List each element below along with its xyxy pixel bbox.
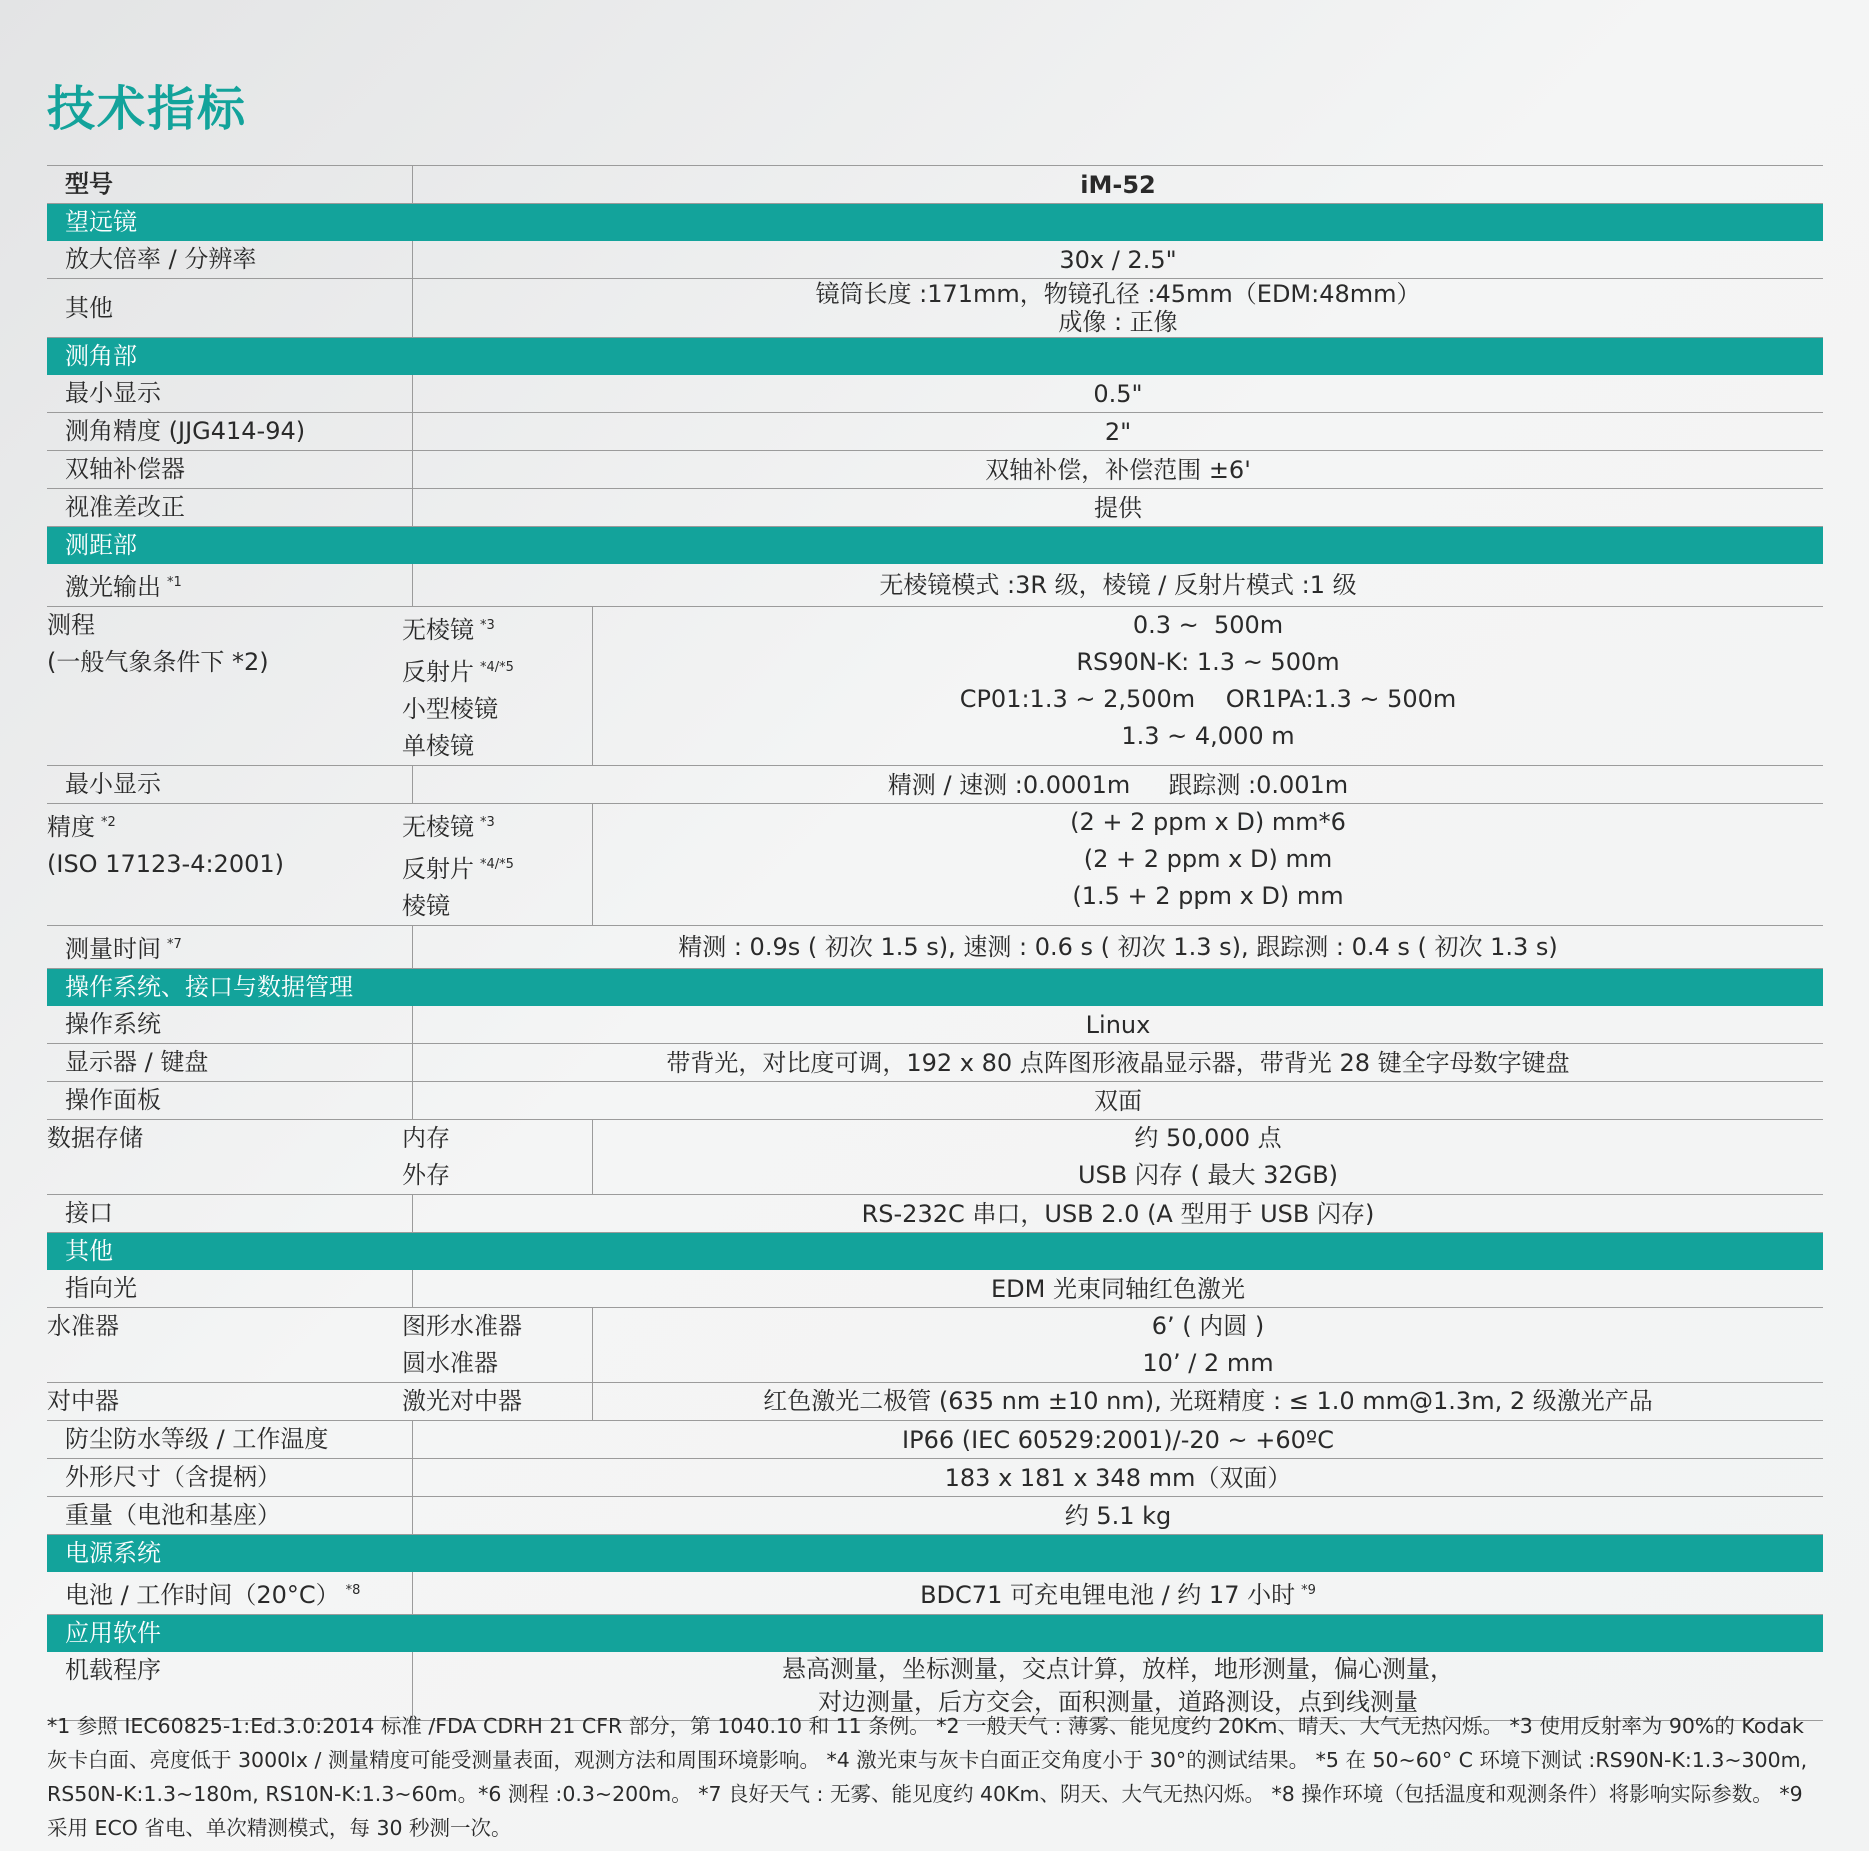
spec-row <box>47 1497 1823 1535</box>
spec-row <box>47 1421 1823 1459</box>
spec-value: 提供 <box>412 489 1823 526</box>
spec-label: 重量（电池和基座） <box>65 1501 281 1529</box>
header-row <box>47 166 1823 204</box>
sub-label <box>402 1308 592 1345</box>
spec-value <box>592 1120 1823 1194</box>
spec-label: 视准差改正 <box>65 493 185 521</box>
section-power: 电源系统 <box>47 1535 1823 1572</box>
sub-label <box>402 1120 592 1157</box>
spec-row <box>47 1459 1823 1497</box>
sub-label-column <box>402 1120 592 1194</box>
spec-label-text: 电池 / 工作时间（20°C） <box>65 1581 340 1609</box>
sub-label-text: 内存 <box>402 1124 450 1152</box>
section-telescope: 望远镜 <box>47 204 1823 241</box>
spec-label <box>47 1572 412 1614</box>
spec-label <box>47 564 412 606</box>
spec-value: IP66 (IEC 60529:2001)/-20 ~ +60ºC <box>412 1421 1823 1458</box>
spec-label: 测角精度 (JJG414-94) <box>65 417 306 445</box>
spec-row <box>47 375 1823 413</box>
spec-value: 双面 <box>412 1082 1823 1119</box>
sub-label <box>402 1157 592 1194</box>
spec-label: 对中器 <box>47 1387 119 1415</box>
spec-label: 防尘防水等级 / 工作温度 <box>65 1425 329 1453</box>
spec-value: 红色激光二极管 (635 nm ±10 nm), 光斑精度 : ≤ 1.0 mm@1.3m, 2 级激光产品 <box>592 1383 1823 1420</box>
spec-value: 约 5.1 kg <box>412 1497 1823 1534</box>
spec-value-line: 6’ ( 内圆 ) <box>1151 1312 1265 1340</box>
sub-label-text: 单棱镜 <box>402 732 474 760</box>
spec-label: 双轴补偿器 <box>65 455 185 483</box>
spec-label-line: (ISO 17123-4:2001) <box>47 850 284 878</box>
spec-row-precision <box>47 804 1823 926</box>
spec-value: RS-232C 串口，USB 2.0 (A 型用于 USB 闪存) <box>412 1195 1823 1232</box>
spec-table <box>47 165 1823 1721</box>
spec-value: 精测 : 0.9s ( 初次 1.5 s), 速测 : 0.6 s ( 初次 1.3 s), 跟踪测 : 0.4 s ( 初次 1.3 s) <box>412 926 1823 968</box>
section-other: 其他 <box>47 1233 1823 1270</box>
spec-label <box>47 926 412 968</box>
spec-row <box>47 241 1823 279</box>
spec-value: 无棱镜模式 :3R 级，棱镜 / 反射片模式 :1 级 <box>412 564 1823 606</box>
footnote-ref: *1 <box>167 575 182 590</box>
sub-label <box>402 846 592 888</box>
sub-label-text: 反射片 <box>402 855 474 883</box>
spec-value-line: CP01:1.3 ~ 2,500m OR1PA:1.3 ~ 500m <box>959 685 1457 713</box>
spec-value: 精测 / 速测 :0.0001m 跟踪测 :0.001m <box>412 766 1823 803</box>
spec-label-text: 激光输出 <box>65 573 161 601</box>
spec-label: 显示器 / 键盘 <box>65 1048 209 1076</box>
sub-label <box>402 728 592 765</box>
sub-label-column <box>402 607 592 765</box>
spec-row-range <box>47 607 1823 766</box>
spec-row <box>47 1383 1823 1421</box>
spec-row <box>47 926 1823 969</box>
spec-label: 机载程序 <box>65 1656 161 1684</box>
section-system: 操作系统、接口与数据管理 <box>47 969 1823 1006</box>
section-distance: 测距部 <box>47 527 1823 564</box>
spec-value-line: 悬高测量，坐标测量，交点计算，放样，地形测量，偏心测量， <box>782 1655 1454 1683</box>
footnote-ref: *3 <box>480 815 495 830</box>
spec-row <box>47 1082 1823 1120</box>
spec-value <box>412 279 1823 337</box>
spec-label: 操作系统 <box>65 1010 161 1038</box>
spec-label: 外形尺寸（含提柄） <box>65 1463 281 1491</box>
spec-value-line: 10’ / 2 mm <box>1142 1349 1274 1377</box>
spec-label <box>47 607 402 765</box>
spec-label-text: 测量时间 <box>65 935 161 963</box>
spec-value-line: 1.3 ~ 4,000 m <box>1121 722 1295 750</box>
footnote-ref: *2 <box>101 815 116 830</box>
sub-label <box>402 691 592 728</box>
model-label: 型号 <box>65 170 113 198</box>
sub-label-text: 图形水准器 <box>402 1312 522 1340</box>
spec-row <box>47 413 1823 451</box>
spec-value: 双轴补偿，补偿范围 ±6' <box>412 451 1823 488</box>
spec-row <box>47 1044 1823 1082</box>
sub-label-column <box>402 804 592 925</box>
sub-label-text: 圆水准器 <box>402 1349 498 1377</box>
spec-label-text: 精度 <box>47 813 95 841</box>
sub-label <box>402 649 592 691</box>
sub-label <box>402 888 592 925</box>
spec-value-line: 对边测量，后方交会，面积测量，道路测设，点到线测量 <box>818 1688 1418 1716</box>
sub-label <box>402 1345 592 1382</box>
spec-row <box>47 564 1823 607</box>
footnote-ref: *4/*5 <box>480 857 514 872</box>
model-value: iM-52 <box>412 166 1823 203</box>
spec-label <box>47 804 402 925</box>
spec-label: 指向光 <box>65 1274 137 1302</box>
spec-row <box>47 451 1823 489</box>
spec-value-line: 约 50,000 点 <box>1134 1124 1282 1152</box>
spec-value: 带背光，对比度可调，192 x 80 点阵图形液晶显示器，带背光 28 键全字母数字键盘 <box>412 1044 1823 1081</box>
sub-label-text: 无棱镜 <box>402 813 474 841</box>
spec-label: 最小显示 <box>65 379 161 407</box>
spec-row-storage <box>47 1120 1823 1195</box>
sub-label-column <box>402 1308 592 1382</box>
spec-label: 操作面板 <box>65 1086 161 1114</box>
spec-label-line: (一般气象条件下 *2) <box>47 648 269 676</box>
footnote-ref: *7 <box>167 937 182 952</box>
spec-value-line: 镜筒长度 :171mm，物镜孔径 :45mm（EDM:48mm） <box>815 280 1421 308</box>
spec-value <box>592 607 1823 765</box>
section-software: 应用软件 <box>47 1615 1823 1652</box>
spec-value-line: USB 闪存 ( 最大 32GB) <box>1077 1161 1339 1189</box>
spec-label: 最小显示 <box>65 770 161 798</box>
spec-value: 2" <box>412 413 1823 450</box>
spec-row <box>47 1006 1823 1044</box>
spec-row <box>47 1270 1823 1308</box>
spec-value: Linux <box>412 1006 1823 1043</box>
spec-row-level <box>47 1308 1823 1383</box>
sub-label-text: 棱镜 <box>402 892 450 920</box>
spec-value-text: BDC71 可充电锂电池 / 约 17 小时 <box>920 1581 1296 1609</box>
spec-label: 接口 <box>65 1199 113 1227</box>
sub-label-text: 小型棱镜 <box>402 695 498 723</box>
spec-label-line: 测程 <box>47 611 95 639</box>
spec-value: 0.5" <box>412 375 1823 412</box>
footnote-ref: *4/*5 <box>480 660 514 675</box>
spec-label: 放大倍率 / 分辨率 <box>65 245 257 273</box>
spec-row <box>47 489 1823 527</box>
footnote-ref: *8 <box>345 1583 361 1598</box>
footnote-ref: *9 <box>1301 1583 1316 1598</box>
sub-label <box>402 804 592 846</box>
spec-value <box>412 1572 1823 1614</box>
spec-row <box>47 1195 1823 1233</box>
spec-row <box>47 1572 1823 1615</box>
spec-row <box>47 766 1823 804</box>
spec-row <box>47 279 1823 338</box>
sub-label-text: 反射片 <box>402 658 474 686</box>
spec-value: 30x / 2.5" <box>412 241 1823 278</box>
spec-value-line: (1.5 + 2 ppm x D) mm <box>1072 882 1344 910</box>
spec-value-line: 0.3 ~ 500m <box>1132 611 1284 639</box>
sub-label-text: 无棱镜 <box>402 616 474 644</box>
footnote-ref: *3 <box>480 618 495 633</box>
section-angle: 测角部 <box>47 338 1823 375</box>
spec-value-line: 成像 : 正像 <box>1058 308 1178 336</box>
footnotes: *1 参照 IEC60825-1:Ed.3.0:2014 标准 /FDA CDRH 21 CFR 部分，第 1040.10 和 11 条例。 *2 一般天气 : 薄雾、能见度约 20Km、晴天、大气无热闪烁。 *3 使用反射率为 90%的 Kodak 灰卡白面、亮度低于 3000lx / 测量精度可能受测量表面，观测方法和周围环境影响。 *4 激光束与灰卡白面正交角度小于 30°的测试结果。 *5 在 50~60° C 环境下测试 :RS90N-K:1.3~300m, RS50N-K:1.3~180m, RS10N-K:1.3~60m。*6 测程 :0.3~200m。 *7 良好天气 : 无雾、能见度约 40Km、阴天、大气无热闪烁。 *8 操作环境（包括温度和观测条件）将影响实际参数。 *9 采用 ECO 省电、单次精测模式，每 30 秒测一次。 <box>47 1714 1808 1840</box>
spec-value <box>592 1308 1823 1382</box>
spec-value: 183 x 181 x 348 mm（双面） <box>412 1459 1823 1496</box>
spec-label: 水准器 <box>47 1312 119 1340</box>
spec-value-line: (2 + 2 ppm x D) mm*6 <box>1070 808 1346 836</box>
spec-value: EDM 光束同轴红色激光 <box>412 1270 1823 1307</box>
sub-label <box>402 607 592 649</box>
spec-label: 其他 <box>65 293 113 322</box>
spec-value-line: (2 + 2 ppm x D) mm <box>1083 845 1333 873</box>
spec-value <box>592 804 1823 925</box>
sub-label-text: 外存 <box>402 1161 450 1189</box>
page-title: 技术指标 <box>47 81 248 137</box>
spec-label: 数据存储 <box>47 1124 143 1152</box>
sub-label: 激光对中器 <box>402 1387 522 1415</box>
spec-value-line: RS90N-K: 1.3 ~ 500m <box>1076 648 1340 676</box>
